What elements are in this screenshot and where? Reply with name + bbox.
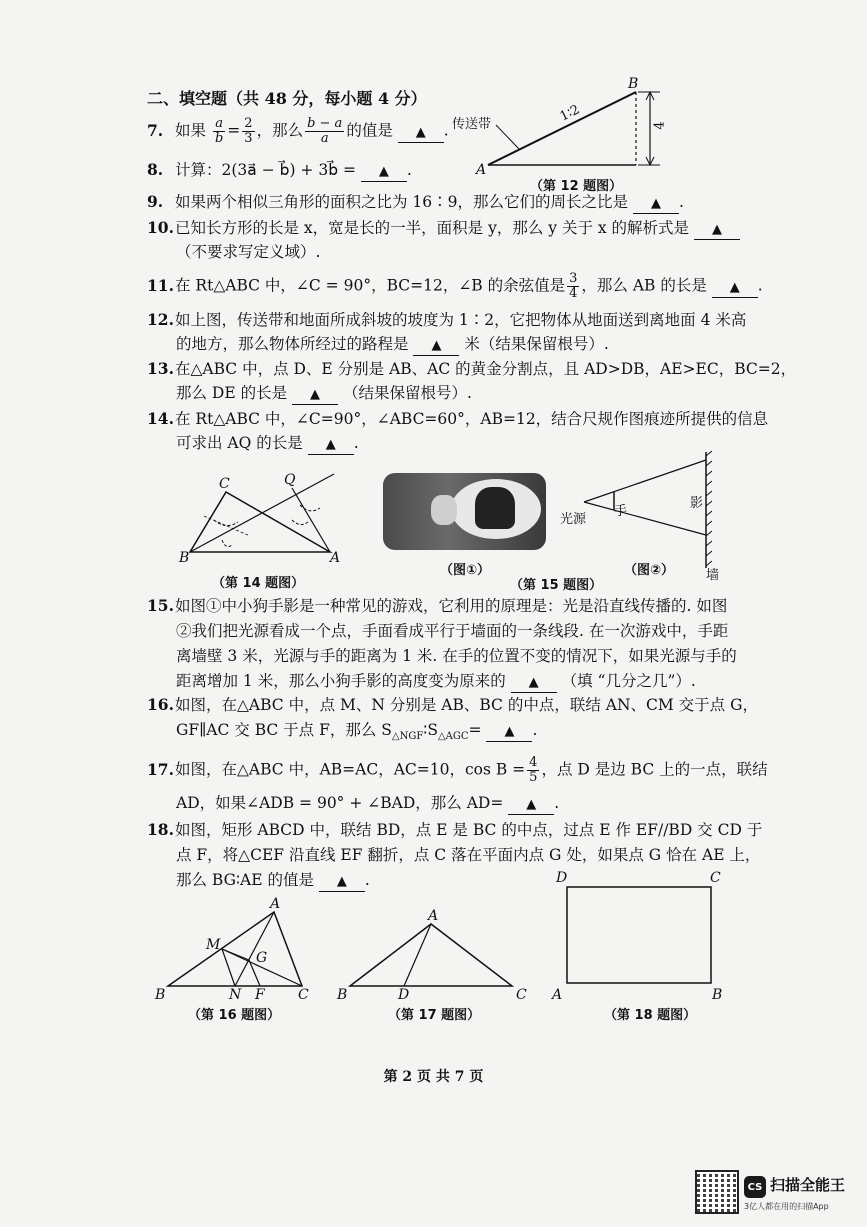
q-number: 16. <box>147 695 174 714</box>
q-text: 计算：2(3a⃗ − b⃗) + 3b⃗ = <box>175 161 356 179</box>
answer-blank[interactable]: ▲ <box>319 873 365 892</box>
q-text-line: 离墙壁 3 米，光源与手的距离为 1 米. 在手的位置不变的情况下，如果光源与手的 <box>176 647 737 665</box>
question-11: 11.在 Rt△ABC 中，∠C = 90°，BC=12，∠B 的余弦值是 $\frac{3}{4}$ ，那么 AB 的长是 ▲ . <box>147 271 763 301</box>
figure-caption: （第 16 题图） <box>188 1008 281 1023</box>
answer-blank[interactable]: ▲ <box>694 221 740 240</box>
q-text: 如图，在△ABC 中，AB=AC，AC=10，cos B = <box>175 760 526 779</box>
figure-sub-caption: （图①） <box>440 563 491 578</box>
point-B: B <box>337 987 348 1003</box>
q-text: ∶S <box>423 721 438 739</box>
q-text: 的地方，那么物体所经过的路程是 <box>176 335 409 353</box>
hand-label: 手 <box>614 504 628 519</box>
q-text-line: 那么 BG∶AE 的值是 ▲ . <box>176 868 370 892</box>
question-7: 7. 如果 $\frac{a}{b}$ = $\frac{2}{3}$ ，那么 $\frac{b - a}{a}$ 的值是 ▲ . <box>147 116 449 146</box>
fraction: $\frac{a}{b}$ <box>214 116 224 146</box>
q-text: AD，如果∠ADB = 90° + ∠BAD，那么 AD= <box>176 794 504 812</box>
q-text: 可求出 AQ 的长是 <box>176 434 303 452</box>
answer-blank[interactable]: ▲ <box>486 723 532 742</box>
point-C: C <box>298 987 309 1003</box>
question-8: 8. 计算：2(3a⃗ − b⃗) + 3b⃗ = ▲ . <box>147 158 412 182</box>
q-text: 距离增加 1 米，那么小狗手影的高度变为原来的 <box>176 672 506 690</box>
point-B: B <box>712 987 723 1003</box>
q-number: 8. <box>147 160 164 179</box>
q-text: = <box>468 721 482 739</box>
q-number: 11. <box>147 275 174 295</box>
q-text-line: AD，如果∠ADB = 90° + ∠BAD，那么 AD= ▲ . <box>176 791 559 815</box>
figure-sub-caption: （图②） <box>624 563 675 578</box>
fraction: $\frac{2}{3}$ <box>244 116 253 146</box>
q-text: 如图，在△ABC 中，点 M、N 分别是 AB、BC 的中点，联结 AN、CM 交于点 G， <box>175 696 758 714</box>
q-number: 14. <box>147 409 174 428</box>
point-N: N <box>229 987 242 1003</box>
fraction: $\frac{3}{4}$ <box>569 271 578 301</box>
q-number: 9. <box>147 192 164 211</box>
q-text: 的值是 <box>346 121 393 140</box>
point-G: G <box>256 950 268 966</box>
figure-caption: （第 18 题图） <box>604 1008 697 1023</box>
q-text: 如图①中小狗手影是一种常见的游戏，它利用的原理是：光是沿直线传播的. 如图 <box>175 597 728 615</box>
answer-blank[interactable]: ▲ <box>633 195 679 214</box>
point-B: B <box>179 550 190 566</box>
slope-label: 1∶2 <box>557 102 583 125</box>
q-text: 如上图，传送带和地面所成斜坡的坡度为 1∶2，它把物体从地面送到离地面 4 米高 <box>175 311 747 329</box>
q-number: 13. <box>147 359 174 378</box>
fraction: $\frac{b - a}{a}$ <box>307 116 343 146</box>
point-A: A <box>428 908 439 924</box>
q-text-line: 可求出 AQ 的长是 ▲ . <box>176 431 359 455</box>
q-number: 15. <box>147 596 174 615</box>
section-title: 二、填空题（共 48 分，每小题 4 分） <box>147 89 427 108</box>
figure-caption: （第 14 题图） <box>212 576 305 591</box>
point-B: B <box>628 76 639 92</box>
point-D: D <box>556 870 568 886</box>
point-A: A <box>552 987 563 1003</box>
q-text: ，点 D 是边 BC 上的一点，联结 <box>541 760 768 779</box>
wall-label: 墙 <box>706 568 720 583</box>
answer-blank[interactable]: ▲ <box>508 796 554 815</box>
q-text: 已知长方形的长是 x，宽是长的一半，面积是 y，那么 y 关于 x 的解析式是 <box>175 219 690 237</box>
q-text: ，那么 <box>256 121 304 140</box>
point-C: C <box>516 987 527 1003</box>
brand-name: 扫描全能王 <box>770 1176 846 1194</box>
q-text: 如图，矩形 ABCD 中，联结 BD，点 E 是 BC 的中点，过点 E 作 EF//BD 交 CD 于 <box>175 821 763 839</box>
q-text: GF∥AC 交 BC 于点 F，那么 S <box>176 721 392 739</box>
q-text: 米（结果保留根号）. <box>464 335 609 353</box>
q-text: （结果保留根号）. <box>342 384 472 402</box>
subscript: △AGC <box>437 731 469 743</box>
equals: = <box>227 121 241 140</box>
q-text-line: ②我们把光源看成一个点，手面看成平行于墙面的一条线段. 在一次游戏中，手距 <box>176 622 729 640</box>
brand-tagline: 3亿人都在用的扫描App <box>744 1202 829 1211</box>
q-text-line: （不要求写定义域）. <box>176 243 321 261</box>
q-number: 10. <box>147 218 174 237</box>
figure-caption: （第 15 题图） <box>510 578 603 593</box>
q-text: ，那么 AB 的长是 <box>581 276 707 295</box>
rectangle-abcd <box>567 887 711 983</box>
light-source-label: 光源 <box>560 512 587 527</box>
point-C: C <box>219 476 230 492</box>
q-text-line: GF∥AC 交 BC 于点 F，那么 $S_{\triangle NGF}∶S_{\triangle AGC}=$ ▲ . <box>176 721 538 743</box>
question-9: 9. 如果两个相似三角形的面积之比为 16∶9，那么它们的周长之比是 ▲ . <box>147 190 684 214</box>
subscript: △NGF <box>391 731 424 743</box>
q-text: 那么 BG∶AE 的值是 <box>176 871 314 889</box>
q-text: 那么 DE 的长是 <box>176 384 288 402</box>
figure-caption: （第 17 题图） <box>388 1008 481 1023</box>
q-text-line: 点 F，将△CEF 沿直线 EF 翻折，点 C 落在平面内点 G 处，如果点 G 恰在 AE 上， <box>176 846 761 864</box>
answer-blank[interactable]: ▲ <box>308 436 354 455</box>
q-text: （填 “几分之几”）. <box>561 672 696 690</box>
point-C: C <box>710 870 721 886</box>
answer-blank[interactable]: ▲ <box>292 386 338 405</box>
belt-label: 传送带 <box>452 117 492 132</box>
height-label: 4 <box>652 121 668 130</box>
point-M: M <box>206 937 221 953</box>
point-A: A <box>270 896 281 912</box>
q-text: 如果 <box>175 121 207 140</box>
q-number: 17. <box>147 759 174 779</box>
point-B: B <box>155 987 166 1003</box>
answer-blank[interactable]: ▲ <box>413 337 459 356</box>
figure-caption: （第 12 题图） <box>530 179 623 194</box>
q-text: 在△ABC 中，点 D、E 分别是 AB、AC 的黄金分割点，且 AD>DB，AE>EC，BC=2， <box>175 360 797 378</box>
q-text: 如果两个相似三角形的面积之比为 16∶9，那么它们的周长之比是 <box>175 193 629 211</box>
point-F: F <box>255 987 265 1003</box>
q-text: 在 Rt△ABC 中，∠C = 90°，BC=12，∠B 的余弦值是 <box>175 276 566 295</box>
qr-code-icon <box>695 1170 739 1214</box>
answer-blank[interactable]: ▲ <box>361 163 407 182</box>
answer-blank[interactable]: ▲ <box>511 674 557 693</box>
shadow-label: 影 <box>690 496 704 511</box>
point-Q: Q <box>284 472 296 488</box>
page-footer: 第 2 页 共 7 页 <box>383 1069 484 1085</box>
point-A: A <box>476 162 487 178</box>
answer-blank[interactable]: ▲ <box>398 124 444 143</box>
fraction: $\frac{4}{5}$ <box>529 755 538 785</box>
q-number: 7. <box>147 120 164 140</box>
q-text: 在 Rt△ABC 中，∠C=90°，∠ABC=60°，AB=12，结合尺规作图痕迹所提供的信息 <box>175 410 769 428</box>
q-number: 12. <box>147 310 174 329</box>
point-A: A <box>330 550 341 566</box>
camscanner-logo: CS <box>744 1176 766 1198</box>
q-number: 18. <box>147 820 174 839</box>
answer-blank[interactable]: ▲ <box>712 279 758 298</box>
point-D: D <box>398 987 410 1003</box>
